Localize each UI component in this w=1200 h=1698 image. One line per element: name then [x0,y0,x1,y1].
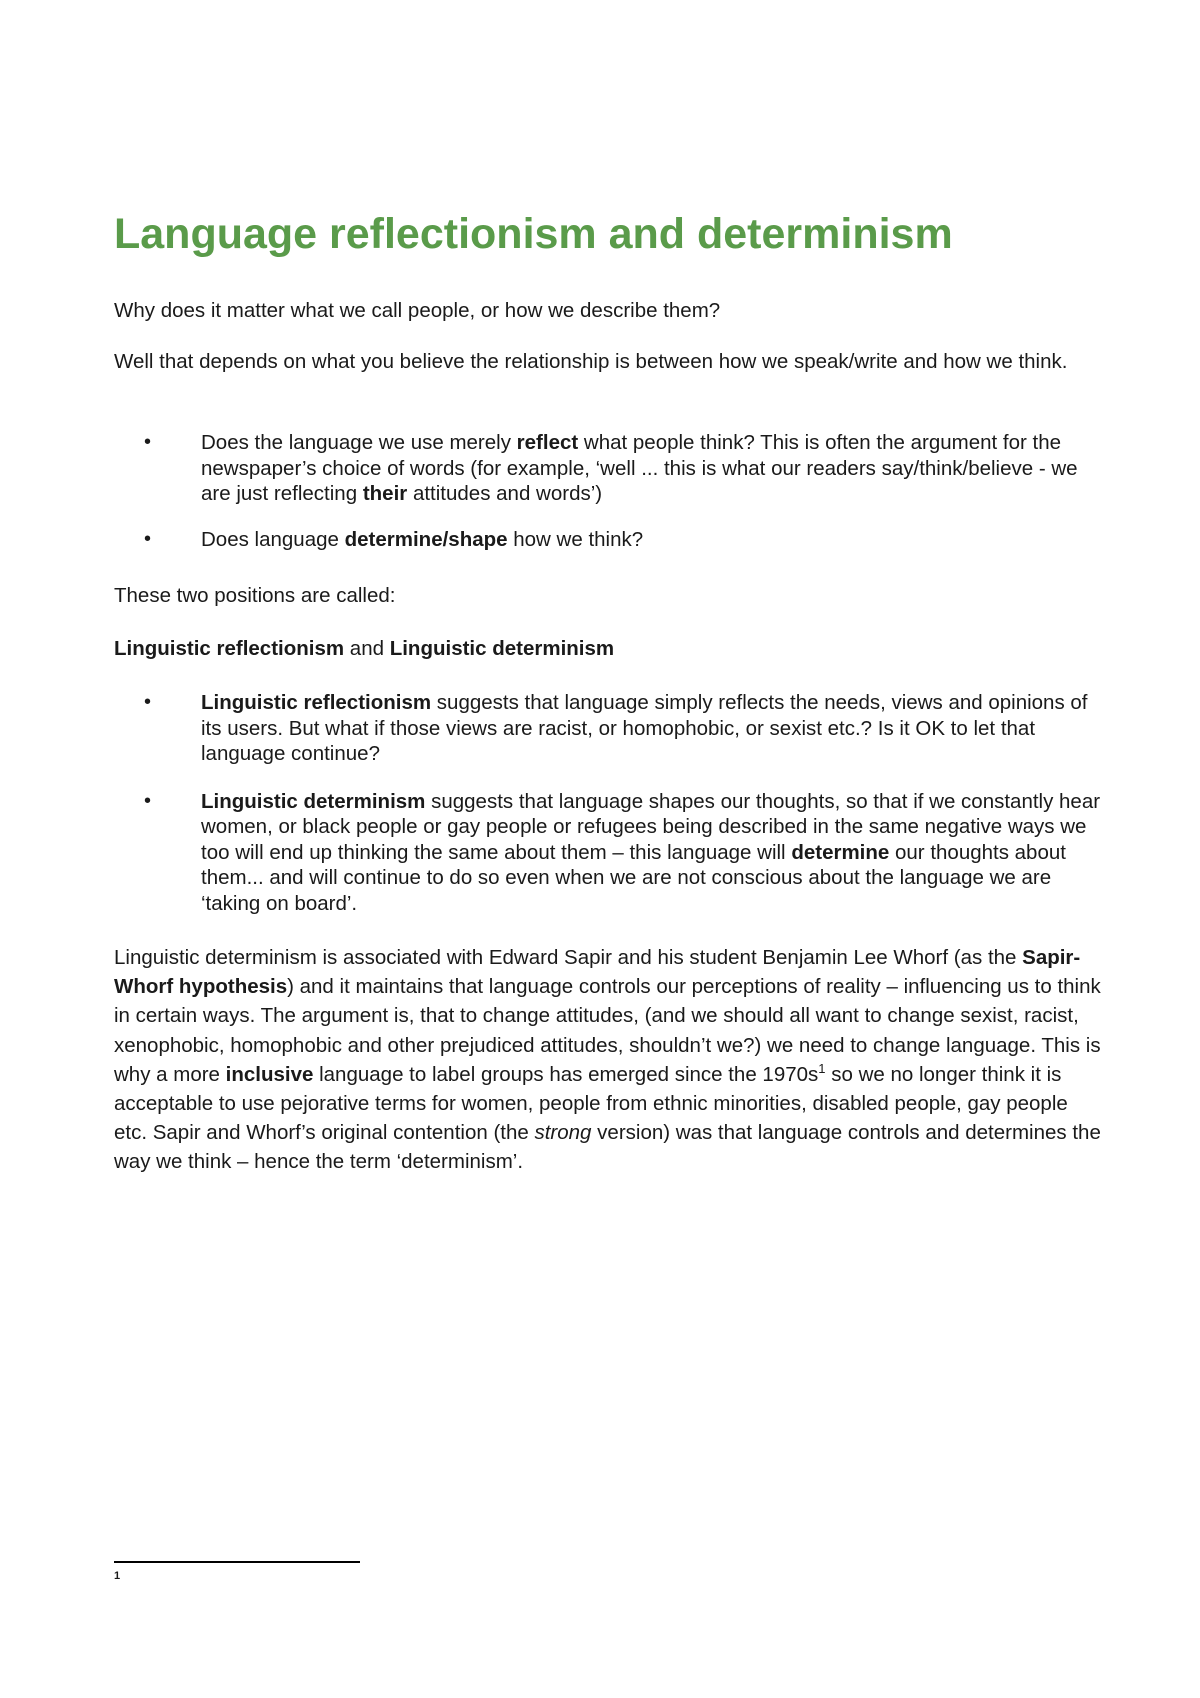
intro-question: Why does it matter what we call people, or how we describe them? [114,299,721,322]
positions-intro: These two positions are called: [114,584,396,607]
footnote-number: 1 [114,1570,121,1582]
list-item: • Does the language we use merely reflect what people think? This is often the argument for the newspaper’s choice of words (for example, ‘well ... this is what our readers say/think/believe - we are just reflecting their attitudes and words’) [144,431,1078,505]
sapir-whorf-paragraph: Linguistic determinism is associated with Edward Sapir and his student Benjamin Lee Whorf (as the Sapir-Whorf hypothesis) and it maintains that language controls our perceptions of reality – influencing us to think in certain ways. The argument is, that to change attitudes, (and we should all want to change sexist, racist, xenophobic, homophobic and other prejudiced attitudes, shouldn’t we?) we need to change language. This is why a more inclusive language to label groups has emerged since the $1970s^1$ so we no longer think it is acceptable to use pejorative terms for women, people from ethnic minorities, disabled people, gay people etc. Sapir and Whorf’s original contention (the strong version) was that language controls and determines the way we think – hence the term ‘determinism’. [114,946,1101,1174]
list-item: • Does language determine/shape how we think? [144,527,644,551]
definitions-list [114,690,1104,916]
footnote-separator [114,1561,360,1563]
bullet-icon: • [144,789,152,812]
bullet-icon: • [144,431,152,453]
page-title: Language reflectionism and determinism [114,210,953,258]
intro-paragraph: Well that depends on what you believe the relationship is between how we speak/write and how we think. [114,350,1068,373]
list-item: • Linguistic reflectionism suggests that language simply reflects the needs, views and opinions of its users. But what if those views are racist, or homophobic, or sexist etc.? Is it OK to let that language continue? [144,691,1088,765]
positions-heading: Linguistic reflectionism and Linguistic determinism [114,637,615,660]
question-list [114,430,1104,552]
footnote-reference[interactable]: 1 [818,1060,826,1076]
bullet-icon: • [144,527,152,550]
list-item: • Linguistic determinism suggests that language shapes our thoughts, so that if we constantly hear women, or black people or gay people or refugees being described in the same negative ways we too will end up thinking the same about them – this language will determine our thoughts about them... and will continue to do so even when we are not conscious about the language we are ‘taking on board’. [144,789,1101,915]
bullet-icon: • [144,691,152,713]
